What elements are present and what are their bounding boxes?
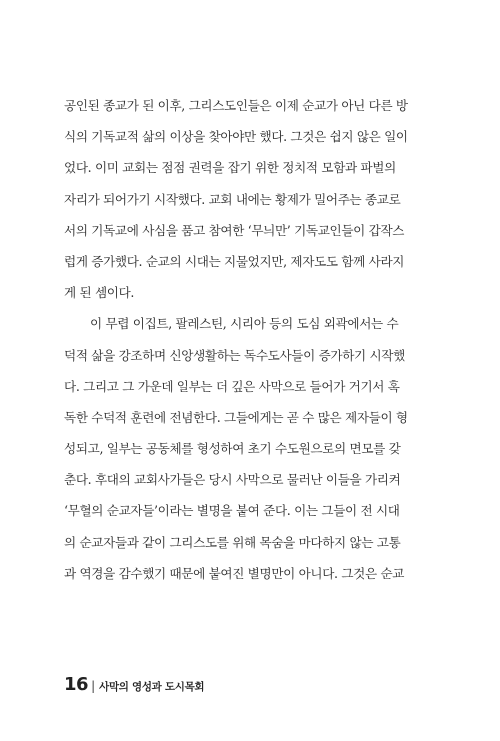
text-line: 춘다. 후대의 교회사가들은 당시 사막으로 물러난 이들을 가리켜 (64, 472, 401, 488)
text-line: 서의 기독교에 사심을 품고 참여한 ‘무늬만’ 기독교인들이 갑작스 (64, 222, 405, 238)
page-number: 16 (64, 674, 89, 695)
text-line: 독한 수덕적 훈련에 전념한다. 그들에게는 곧 수 많은 제자들이 형 (64, 409, 408, 425)
text-line: 덕적 삶을 강조하며 신앙생활하는 독수도사들이 증가하기 시작했 (64, 347, 405, 363)
text-line: 게 된 셈이다. (64, 285, 135, 301)
text-line: 었다. 이미 교회는 점점 권력을 잡기 위한 정치적 모함과 파벌의 (64, 160, 396, 176)
body-text (64, 90, 428, 589)
paragraph-start-line: 이 무렵 이집트, 팔레스틴, 시리아 등의 도심 외곽에서는 수 (90, 316, 399, 332)
text-line: 성되고, 일부는 공동체를 형성하여 초기 수도원으로의 면모를 갖 (64, 441, 401, 457)
text-line: 공인된 종교가 된 이후, 그리스도인들은 이제 순교가 아닌 다른 방 (64, 98, 408, 113)
page-footer (64, 674, 204, 696)
text-line: ‘무혈의 순교자들’이라는 별명을 붙여 준다. 이는 그들이 전 시대 (64, 503, 400, 519)
text-line: 럽게 증가했다. 순교의 시대는 지물었지만, 제자도도 함께 사라지 (64, 253, 405, 269)
text-line: 식의 기독교적 삶의 이상을 찾아야만 했다. 그것은 쉽지 않은 일이 (64, 129, 408, 145)
running-book-title: 사막의 영성과 도시목회 (99, 681, 205, 693)
text-line: 의 순교자들과 같이 그리스도를 위해 목숨을 마다하지 않는 고통 (64, 534, 401, 550)
text-line: 과 역경을 감수했기 때문에 붙여진 별명만이 아니다. 그것은 순교 (64, 565, 405, 581)
text-line: 자리가 되어가기 시작했다. 교회 내에는 황제가 밀어주는 종교로 (64, 191, 401, 207)
text-line: 다. 그리고 그 가운데 일부는 더 깊은 사막으로 들어가 거기서 혹 (64, 378, 400, 394)
footer-separator: | (91, 679, 96, 693)
